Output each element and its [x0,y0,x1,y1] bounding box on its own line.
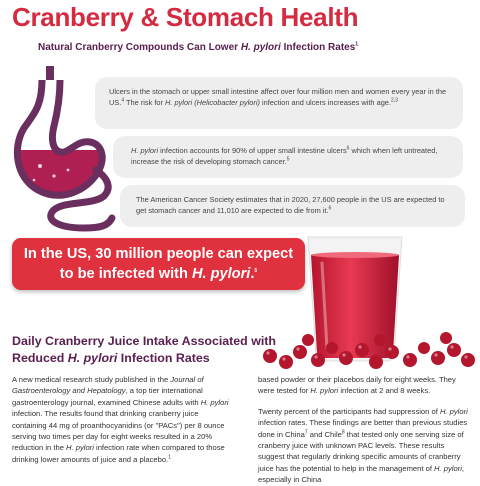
cranberries-icon [260,322,480,372]
body-paragraph: A new medical research study published in the Journal of Gastroenterology and Hepatology, a top tier international gastroenterology journal, examined Chinese adults with H. pylori infection. The results found that drinking cranberry juice containing 44 mg of proanthocyanidins (or "PACs") per 8 ounce serving two times per day for eight weeks resulted in a 20% reduction in the H. pylori infection rate when compared to those drinking lower amounts of juice and a placebo.$^1$ [12,375,229,464]
body-column-right [258,374,470,486]
banner-line-1: In the US, 30 million people can expect [23,246,294,262]
section-heading: Daily Cranberry Juice Intake Associated with Reduced H. pylori Infection Rates [12,334,276,365]
body-paragraph: based powder or their placebos daily for eight weeks. They were tested for H. pylori infection at 2 and 8 weeks. [258,375,456,396]
infection-banner [12,238,305,290]
body-column-left [12,374,234,465]
page-title: Cranberry & Stomach Health [12,2,359,32]
fact-bubble-cancer-stats: The American Cancer Society estimates that in 2020, 27,600 people in the US are expected to get stomach cancer and 11,010 are expected to die from it.$^6$ [120,185,465,227]
banner-line-2: to be infected with H. pylori.$^5$ [59,265,258,282]
fact-bubble-ulcers: Ulcers in the stomach or upper small intestine affect over four million men and women every year in the US.$^4$ The risk for H. pylori (Helicobacter pylori) infection and ulcers increases with age.$^{2,3}$ [95,77,463,129]
fact-bubble-h-pylori: H. pylori infection accounts for 90% of upper small intestine ulcers$^6$ which when left untreated, increase the risk of developing stomach cancer.$^5$ [113,136,463,178]
page-subtitle: Natural Cranberry Compounds Can Lower H. pylori Infection Rates$^1$ [38,41,359,53]
body-paragraph: Twenty percent of the participants had suppression of H. pylori infection rates. These findings are better than previous studies done in China$^7$ and Chile$^8$ that tested only one serving size of cranberry juice with unknown PAC levels. These results suggest that regularly drinking specific amounts of cranberry juice has the potential to help in the management of H. pylori, especially in China [258,406,468,485]
